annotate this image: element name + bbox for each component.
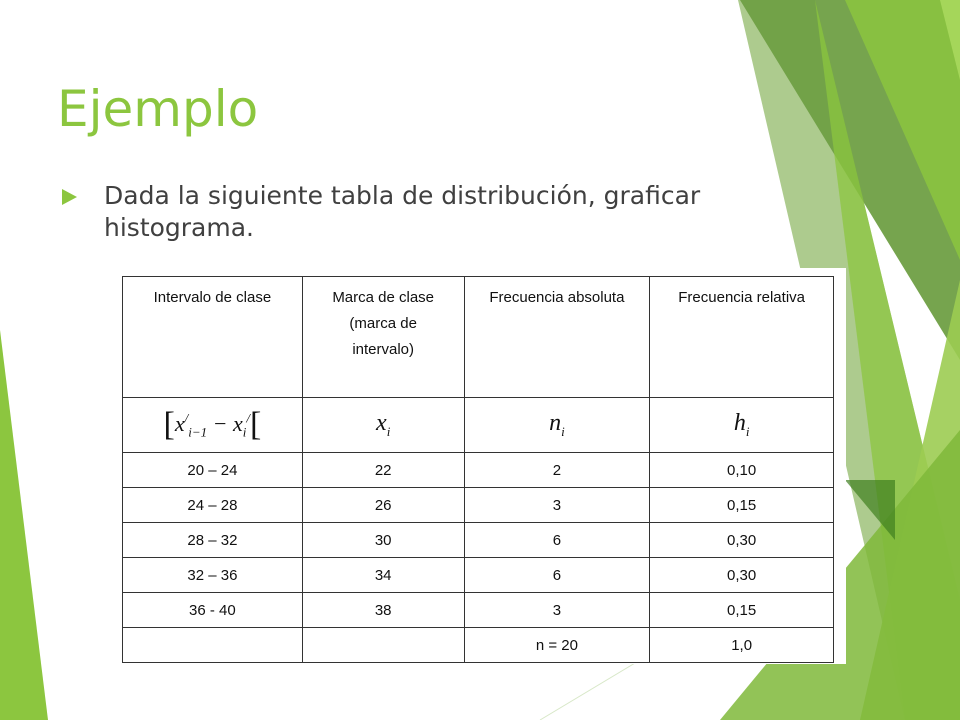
cell-interval: 28 – 32 [123, 523, 303, 558]
cell-relative-frequency: 0,30 [650, 523, 834, 558]
header-relative-frequency: Frecuencia relativa [650, 277, 834, 398]
table-row [123, 523, 834, 558]
table-row [123, 488, 834, 523]
cell-total-absolute-frequency: n = 20 [464, 628, 650, 663]
symbol-relative-frequency: $h_i$ [650, 398, 834, 453]
cell-class-mark: 30 [302, 523, 464, 558]
cell-relative-frequency: 0,15 [650, 593, 834, 628]
cell-class-mark: 22 [302, 453, 464, 488]
left-decor-shape [0, 330, 48, 720]
header-interval: Intervalo de clase [123, 277, 303, 398]
slide-title: Ejemplo [57, 80, 259, 138]
table-symbol-row [123, 398, 834, 453]
cell-interval: 32 – 36 [123, 558, 303, 593]
table-row [123, 453, 834, 488]
cell-class-mark: 26 [302, 488, 464, 523]
table-header-row [123, 277, 834, 398]
cell-absolute-frequency: 3 [464, 593, 650, 628]
cell-relative-frequency: 0,10 [650, 453, 834, 488]
cell-class-mark: 38 [302, 593, 464, 628]
header-class-mark: Marca de clase (marca de intervalo) [302, 277, 464, 398]
symbol-absolute-frequency: $n_i$ [464, 398, 650, 453]
distribution-table [122, 276, 834, 663]
cell-interval: 24 – 28 [123, 488, 303, 523]
cell-interval: 36 - 40 [123, 593, 303, 628]
cell-total-relative-frequency: 1,0 [650, 628, 834, 663]
distribution-table-image [118, 268, 846, 664]
cell-absolute-frequency: 2 [464, 453, 650, 488]
header-absolute-frequency: Frecuencia absoluta [464, 277, 650, 398]
cell-absolute-frequency: 6 [464, 523, 650, 558]
cell-class-mark [302, 628, 464, 663]
cell-relative-frequency: 0,15 [650, 488, 834, 523]
symbol-interval: [$x^/_{i-1} - x_i^/$[ [123, 398, 303, 453]
decor-line [540, 660, 640, 720]
cell-relative-frequency: 0,30 [650, 558, 834, 593]
cell-interval: 20 – 24 [123, 453, 303, 488]
cell-interval [123, 628, 303, 663]
bullet-arrow-icon [60, 188, 78, 206]
table-total-row [123, 628, 834, 663]
cell-absolute-frequency: 6 [464, 558, 650, 593]
cell-absolute-frequency: 3 [464, 488, 650, 523]
bullet-text: Dada la siguiente tabla de distribución, graficar histograma. [104, 181, 701, 242]
symbol-class-mark: $x_i$ [302, 398, 464, 453]
table-row [123, 558, 834, 593]
table-row [123, 593, 834, 628]
cell-class-mark: 34 [302, 558, 464, 593]
